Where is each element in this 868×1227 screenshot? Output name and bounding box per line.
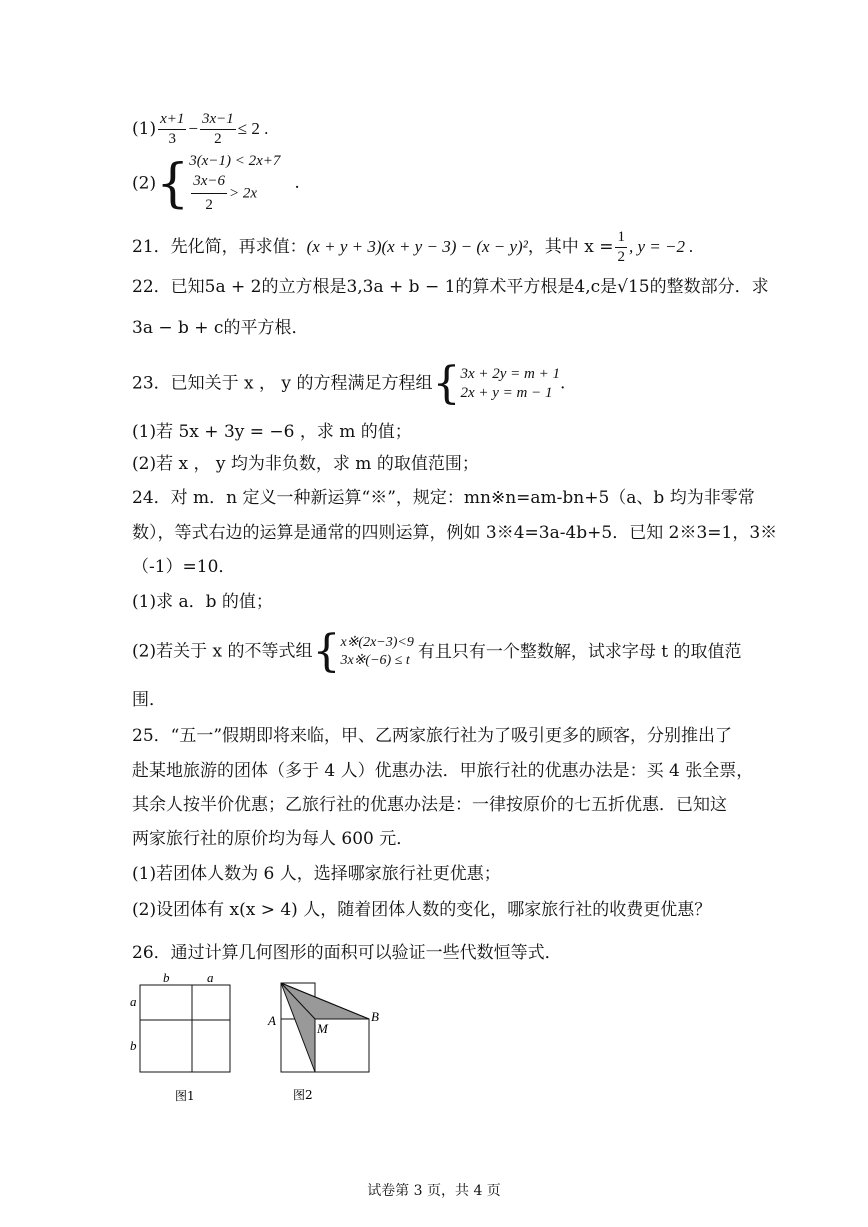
question-25-line2: 赴某地旅游的团体（多于 4 人）优惠办法．甲旅行社的优惠办法是：买 4 张全票， (132, 761, 754, 781)
question-22-line1: 22．已知5a + 2的立方根是3,3a + b − 1的算术平方根是4,c是√15的整数部分．求 (132, 277, 769, 297)
figure-2 (265, 975, 390, 1105)
question-25-line1: 25．“五一”假期即将来临，甲、乙两家旅行社为了吸引更多的顾客，分别推出了 (132, 726, 733, 746)
question-25-part1: (1)若团体人数为 6 人，选择哪家旅行社更优惠； (132, 864, 501, 884)
question-26: 26．通过计算几何图形的面积可以验证一些代数恒等式． (132, 943, 562, 963)
label-a-left: a (130, 994, 137, 1009)
figure-1-caption: 图1 (175, 1089, 195, 1103)
question-23: 23．已知关于 x ， y 的方程满足方程组{ 3x + 2y = m + 1 2x + y = m − 1 . (132, 358, 566, 409)
question-24-line3: （-1）=10． (132, 557, 236, 577)
inequality-system: x※(2x−3)<9 3x※(−6) ≤ t (340, 634, 414, 668)
question-25-line3: 其余人按半价优惠；乙旅行社的优惠办法是：一律按原价的七五折优惠．已知这 (132, 795, 727, 815)
page-footer: 试卷第 3 页，共 4 页 (367, 1183, 501, 1199)
figure-2-caption: 图2 (293, 1088, 313, 1102)
equation-system: 3(x−1) < 2x+7 $\frac{3x-6}{2}$ > 2x (189, 153, 281, 213)
question-23-part1: (1)若 5x + 3y = −6 ，求 m 的值； (132, 422, 412, 442)
point-B-label: B (371, 1009, 379, 1024)
question-25-part2: (2)设团体有 x(x > 4) 人，随着团体人数的变化，哪家旅行社的收费更优惠？ (132, 900, 712, 920)
label-b-left: b (130, 1038, 137, 1053)
point-A-label: A (268, 1013, 276, 1028)
fraction: $\frac{3x-1}{2}$ (201, 111, 234, 147)
figure-1 (125, 968, 240, 1106)
question-24-part1: (1)求 a．b 的值； (132, 592, 273, 612)
question-24-part2: (2)若关于 x 的不等式组{ x※(2x−3)<9 3x※(−6) ≤ t 有且只有一个整数解，试求字母 t 的取值范 (132, 626, 742, 677)
question-23-part2: (2)若 x ， y 均为非负数，求 m 的取值范围； (132, 454, 479, 474)
label-b-top: b (163, 970, 170, 985)
point-M-label: M (317, 1021, 328, 1036)
question-24-line2: 数），等式右边的运算是通常的四则运算，例如 3※4=3a-4b+5．已知 2※3=1，3※ (132, 523, 778, 543)
question-24-part2-tail: 围． (132, 690, 166, 710)
question-25-line4: 两家旅行社的原价均为每人 600 元． (132, 829, 414, 849)
q20-part2: (2){ 3(x−1) < 2x+7 $\frac{3x-6}{2}$ > 2x . (132, 153, 300, 214)
equation-system: 3x + 2y = m + 1 2x + y = m − 1 (460, 365, 560, 401)
question-21: 21．先化简，再求值：(x + y + 3)(x + y − 3) − (x − y)²，其中 x = $\frac{1}{2}$ , y = −2 . (132, 229, 694, 265)
system-brace: { (156, 153, 190, 214)
q20-part1: (1) $\frac{x+1}{3}$ − $\frac{3x-1}{2}$ ≤ 2 . (132, 111, 269, 147)
question-24-line1: 24．对 m．n 定义一种新运算“※”，规定：mn※n=am-bn+5（a、b 均为非零常 (132, 488, 755, 508)
fraction: $\frac{x+1}{3}$ (160, 111, 185, 147)
system-brace: { (312, 626, 341, 677)
label-a-top: a (207, 970, 214, 985)
question-22-line2: 3a − b + c的平方根． (132, 318, 309, 338)
system-brace: { (432, 358, 461, 409)
